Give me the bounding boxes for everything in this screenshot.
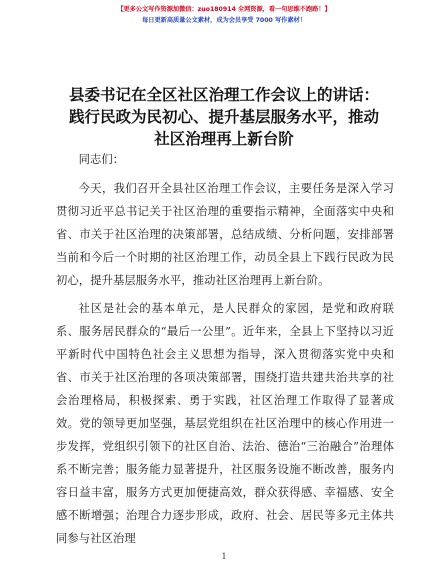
title-line: 社区治理再上新台阶 (154, 130, 294, 148)
page-number: 1 (221, 552, 227, 561)
promo-banner (0, 4, 448, 26)
promo-line-1: 【更多公文写作资源加微信：zuo180914 全网资源，看一句思维不跑路！】 (117, 6, 331, 13)
paragraph: 今天，我们召开全县社区治理工作会议，主要任务是深入学习贯彻习近平总书记关于社区治理的重要指示精神，全面落实中央和省、市关于社区治理的决策部署，总结成绩、分析问题，安排部署当前和今后一个时期的社区治理工作，动员全县上下践行民政为民初心，提升基层服务水平，推动社区治理再上新台阶。 (56, 182, 394, 287)
title-line: 践行民政为民初心、提升基层服务水平，推动 (68, 108, 379, 126)
paragraph: 社区是社会的基本单元，是人民群众的家园，是党和政府联系、服务居民群众的“最后一公里”。近年来，全县上下坚持以习近平新时代中国特色社会主义思想为指导，深入贯彻落实党中央和省、市关于社区治理的各项决策部署，围绕打造共建共治共享的社会治理格局，积极探索、勇于实践，社区治理工作取得了显著成效。党的领导更加坚强，基层党组织在社区治理中的核心作用进一步发挥，党组织引领下的社区自治、法治、德治“三治融合”治理体系不断完善；服务能力显著提升，社区服务设施不断改善，服务内容日益丰富，服务方式更加便捷高效，群众获得感、幸福感、安全感不断增强；治理合力逐步形成，政府、社会、居民等多元主体共同参与社区治理 (56, 302, 394, 545)
title-line: 县委书记在全区社区治理工作会议上的讲话： (68, 86, 379, 104)
document-title (40, 84, 408, 150)
greeting: 同志们： (78, 153, 125, 166)
document-body (56, 148, 394, 555)
promo-line-2: 每日更新高质量公文素材，成为会员享受 7000 写作素材！ (142, 17, 306, 24)
